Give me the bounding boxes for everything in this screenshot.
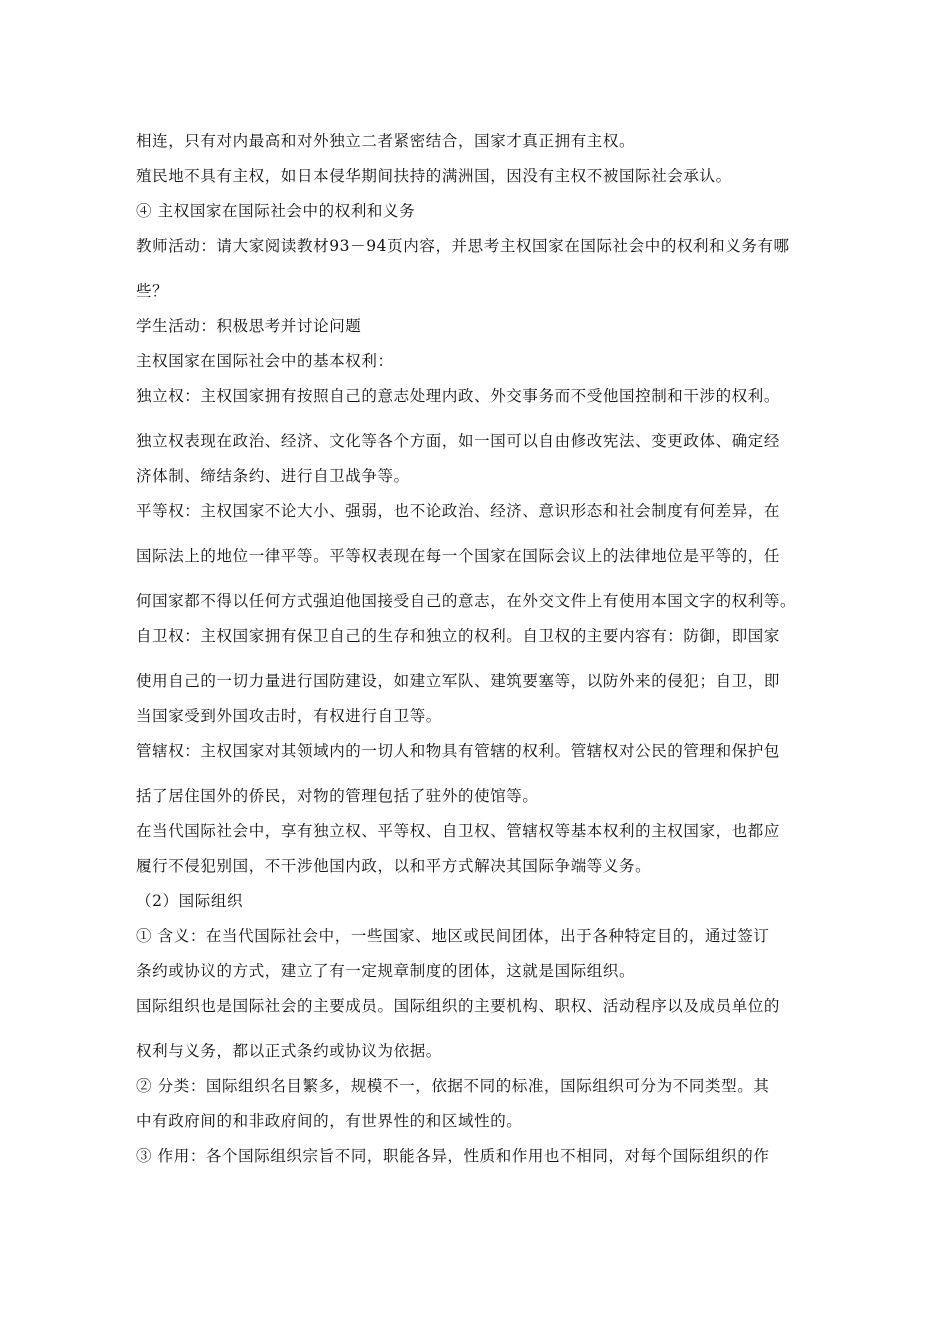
text-line: 相连，只有对内最高和对外独立二者紧密结合，国家才真正拥有主权。 bbox=[136, 132, 636, 150]
text-line: 主权国家在国际社会中的基本权利： bbox=[136, 352, 394, 370]
text-line: 学生活动：积极思考并讨论问题 bbox=[136, 317, 362, 335]
text-line: 济体制、缔结条约、进行自卫战争等。 bbox=[136, 467, 410, 485]
text-line: 自卫权：主权国家拥有保卫自己的生存和独立的权利。自卫权的主要内容有：防御，即国家 bbox=[136, 627, 781, 645]
text-line: ① 含义：在当代国际社会中，一些国家、地区或民间团体，出于各种特定目的，通过签订 bbox=[136, 927, 770, 945]
text-line: 国际组织也是国际社会的主要成员。国际组织的主要机构、职权、活动程序以及成员单位的 bbox=[136, 997, 781, 1015]
text-line: 教师活动：请大家阅读教材93－94页内容，并思考主权国家在国际社会中的权利和义务有哪 bbox=[136, 237, 790, 255]
text-line: 当国家受到外国攻击时，有权进行自卫等。 bbox=[136, 707, 442, 725]
section-heading: ④ 主权国家在国际社会中的权利和义务 bbox=[136, 202, 416, 220]
text-line: 中有政府间的和非政府间的，有世界性的和区域性的。 bbox=[136, 1112, 523, 1130]
text-line: 权利与义务，都以正式条约或协议为依据。 bbox=[136, 1042, 442, 1060]
text-line: 使用自己的一切力量进行国防建设，如建立军队、建筑要塞等，以防外来的侵犯；自卫，即 bbox=[136, 672, 781, 690]
section-heading: （2）国际组织 bbox=[136, 892, 244, 910]
text-line: 独立权：主权国家拥有按照自己的意志处理内政、外交事务而不受他国控制和干涉的权利。 bbox=[136, 387, 781, 405]
text-line: 括了居住国外的侨民，对物的管理包括了驻外的使馆等。 bbox=[136, 787, 539, 805]
text-line: 在当代国际社会中，享有独立权、平等权、自卫权、管辖权等基本权利的主权国家，也都应 bbox=[136, 822, 781, 840]
text-line: 条约或协议的方式，建立了有一定规章制度的团体，这就是国际组织。 bbox=[136, 962, 636, 980]
text-line: 管辖权：主权国家对其领域内的一切人和物具有管辖的权利。管辖权对公民的管理和保护包 bbox=[136, 742, 781, 760]
body-text bbox=[136, 124, 816, 1174]
text-line: 些？ bbox=[136, 282, 169, 300]
text-line: ③ 作用：各个国际组织宗旨不同，职能各异，性质和作用也不相同，对每个国际组织的作 bbox=[136, 1147, 770, 1165]
text-line: 平等权：主权国家不论大小、强弱，也不论政治、经济、意识形态和社会制度有何差异，在 bbox=[136, 502, 781, 520]
text-line: 国际法上的地位一律平等。平等权表现在每一个国家在国际会议上的法律地位是平等的，任 bbox=[136, 547, 781, 565]
text-line: 独立权表现在政治、经济、文化等各个方面，如一国可以自由修改宪法、变更政体、确定经 bbox=[136, 432, 781, 450]
text-line: 殖民地不具有主权，如日本侵华期间扶持的满洲国，因没有主权不被国际社会承认。 bbox=[136, 167, 732, 185]
text-line: 履行不侵犯别国，不干涉他国内政，以和平方式解决其国际争端等义务。 bbox=[136, 857, 652, 875]
text-line: ② 分类：国际组织名目繁多，规模不一，依据不同的标准，国际组织可分为不同类型。其 bbox=[136, 1077, 770, 1095]
text-line: 何国家都不得以任何方式强迫他国接受自己的意志，在外交文件上有使用本国文字的权利等。 bbox=[136, 592, 797, 610]
